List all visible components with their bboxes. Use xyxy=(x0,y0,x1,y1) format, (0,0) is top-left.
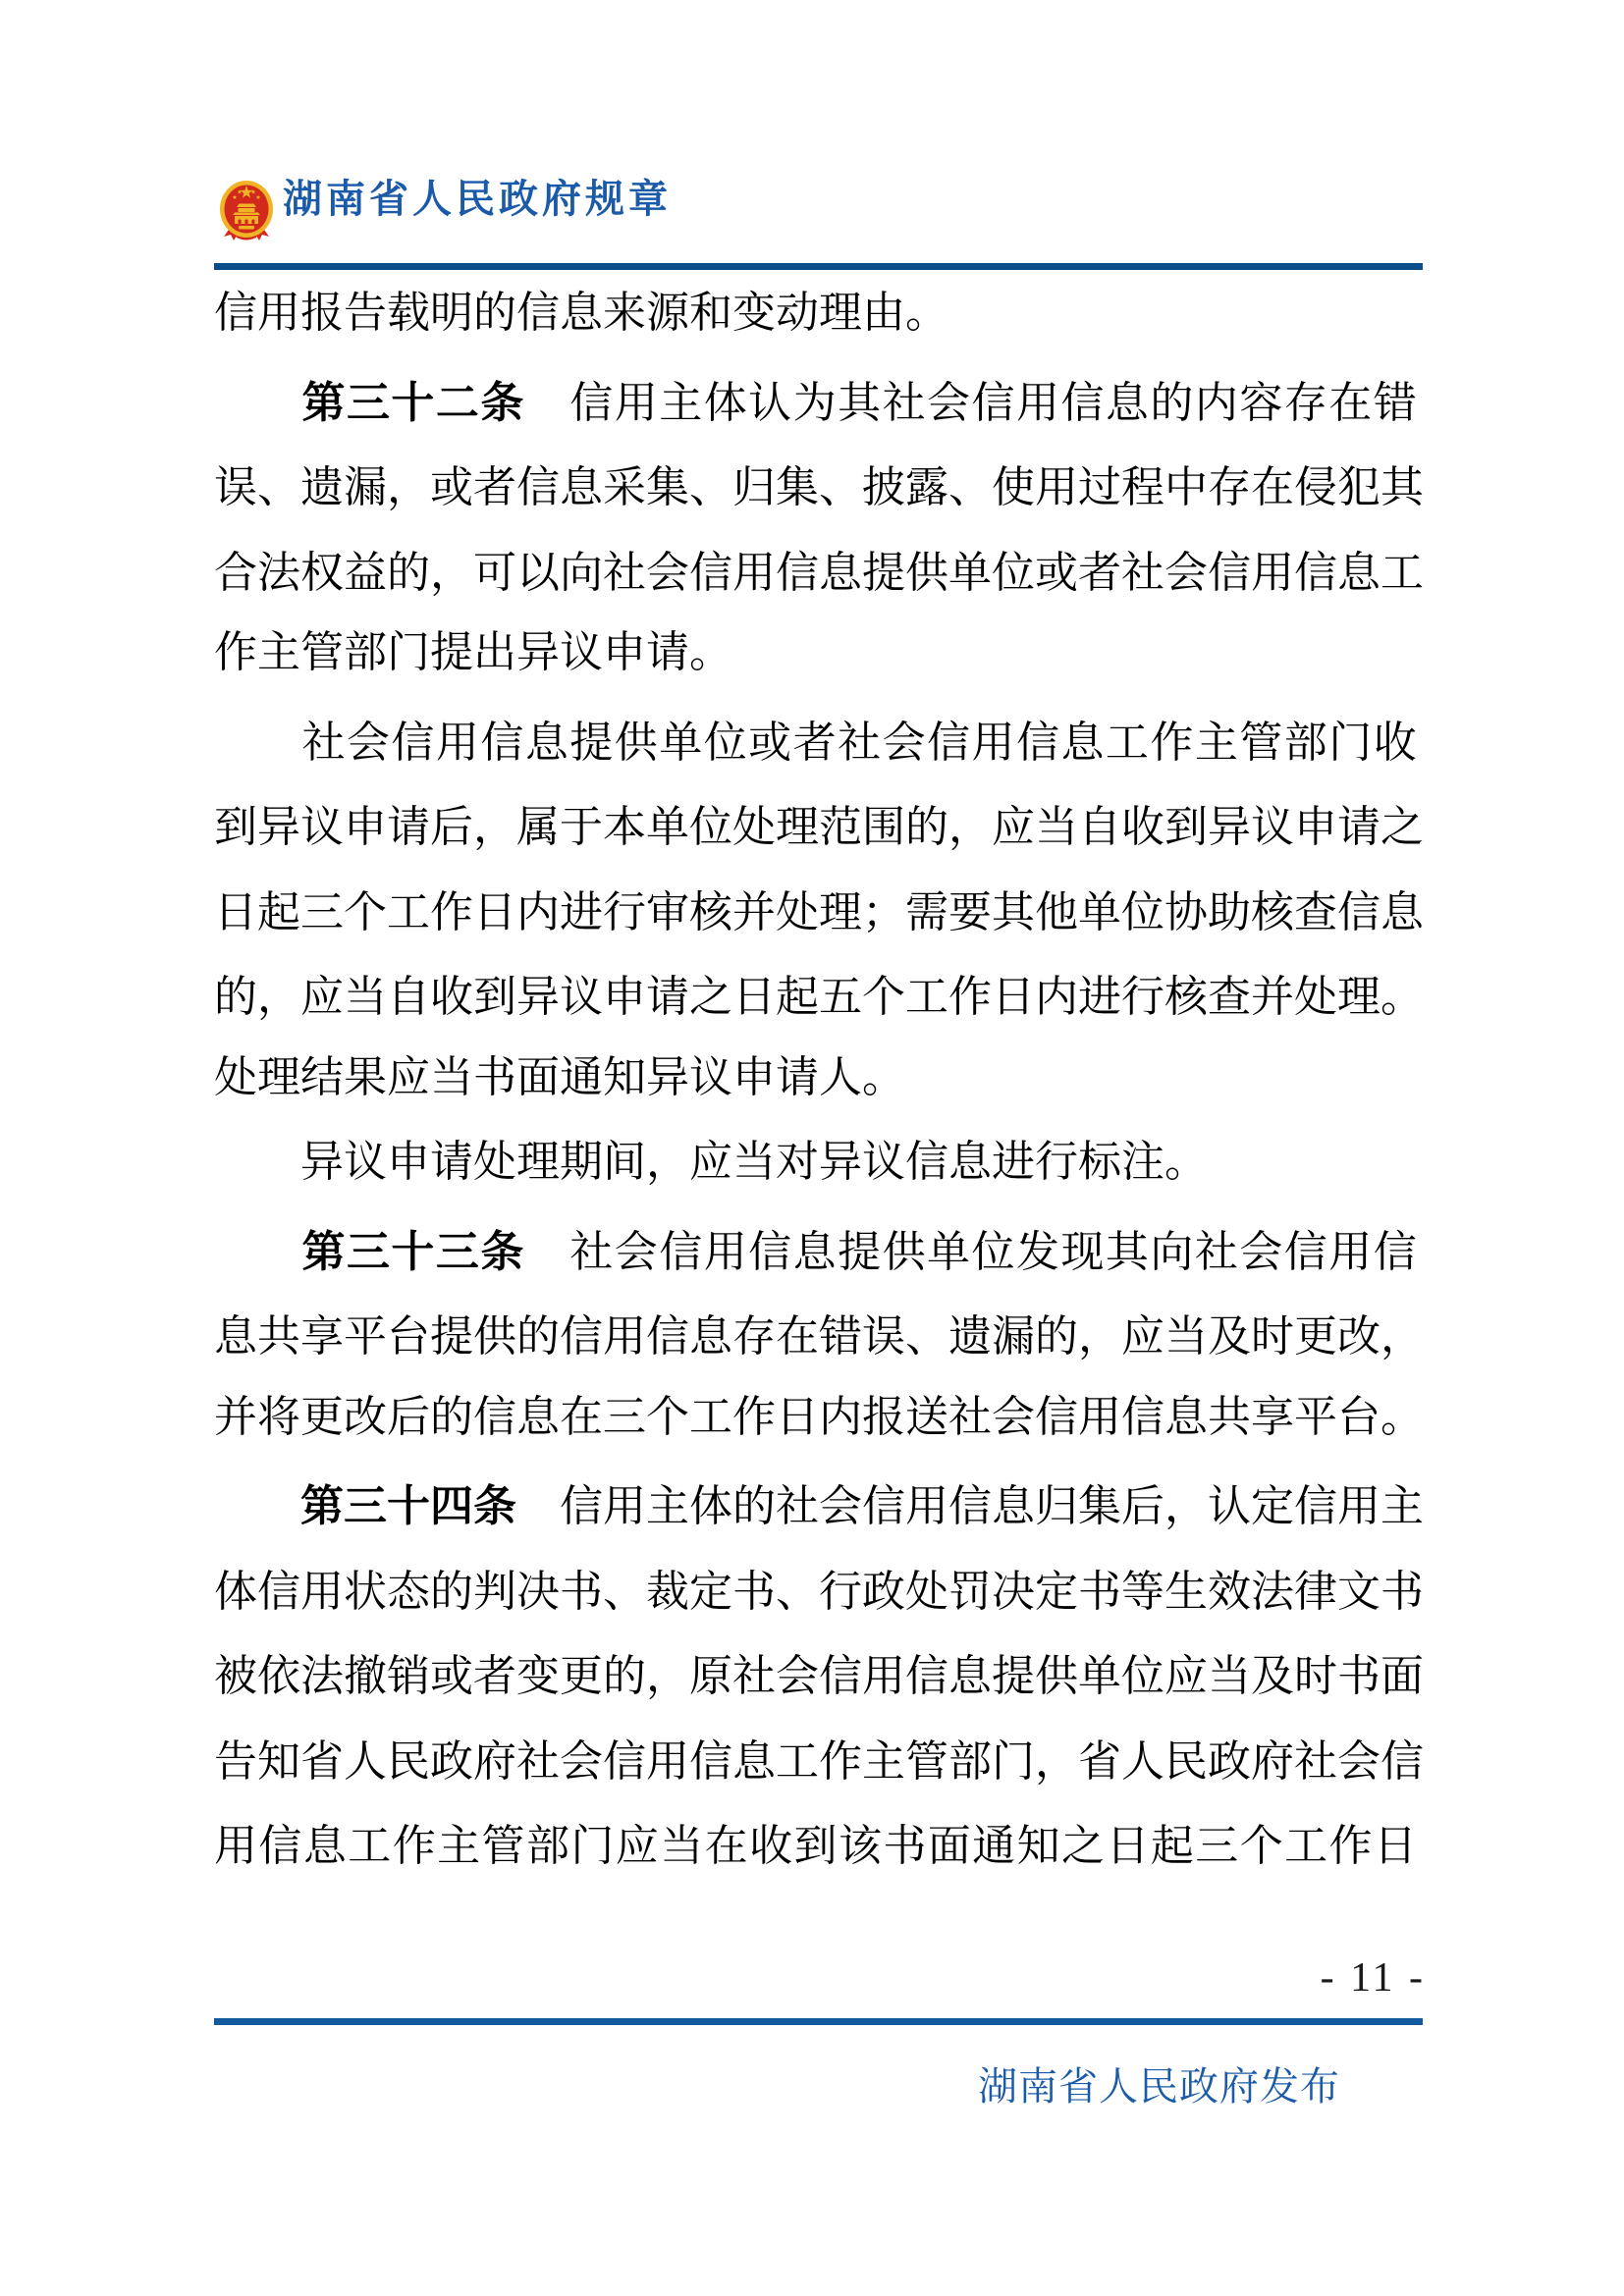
national-emblem-icon xyxy=(218,180,275,240)
page-number: - 11 - xyxy=(1320,1955,1426,2001)
document-line: 信用报告载明的信息来源和变动理由。 xyxy=(214,289,948,337)
document-line: 并将更改后的信息在三个工作日内报送社会信用信息共享平台。 xyxy=(214,1392,1424,1441)
document-line: 息 共 享 平 台 提 供 的 信 用 信 息 存 在 错 误 、 遗 漏 的 ， 应 当 及 时 更 改 ， xyxy=(214,1312,1424,1362)
page-header-title: 湖南省人民政府规章 xyxy=(283,177,672,221)
footer-divider-rule xyxy=(214,2018,1423,2025)
document-line: 日 起 三 个 工 作 日 内 进 行 审 核 并 处 理 ； 需 要 其 他 单 位 协 助 核 查 信 息 xyxy=(214,887,1424,936)
document-line: 社 会 信 用 信 息 提 供 单 位 或 者 社 会 信 用 信 息 工 作 主 管 部 门 收 xyxy=(301,718,1417,767)
document-line: 作主管部门提出异议申请。 xyxy=(214,628,732,676)
document-line: 告 知 省 人 民 政 府 社 会 信 用 信 息 工 作 主 管 部 门 ， 省 人 民 政 府 社 会 信 xyxy=(214,1736,1424,1786)
document-line: 异议申请处理期间，应当对异议信息进行标注。 xyxy=(300,1138,1208,1186)
document-line: 处理结果应当书面通知异议申请人。 xyxy=(214,1052,905,1101)
document-line: 第 三 十 二 条 信 用 主 体 认 为 其 社 会 信 用 信 息 的 内 容 存 在 错 xyxy=(301,378,1417,427)
document-line: 第 三 十 四 条 信 用 主 体 的 社 会 信 用 信 息 归 集 后 ， 认 定 信 用 主 xyxy=(300,1482,1424,1531)
document-line: 的 ， 应 当 自 收 到 异 议 申 请 之 日 起 五 个 工 作 日 内 进 行 核 查 并 处 理 。 xyxy=(214,973,1424,1022)
footer-publisher: 湖南省人民政府发布 xyxy=(978,2064,1340,2109)
document-body xyxy=(214,271,1424,1885)
document-line: 用 信 息 工 作 主 管 部 门 应 当 在 收 到 该 书 面 通 知 之 日 起 三 个 工 作 日 xyxy=(214,1822,1417,1871)
document-line: 体 信 用 状 态 的 判 决 书 、 裁 定 书 、 行 政 处 罚 决 定 书 等 生 效 法 律 文 书 xyxy=(214,1567,1424,1616)
header-divider-rule xyxy=(214,263,1423,270)
document-line: 第 三 十 三 条 社 会 信 用 信 息 提 供 单 位 发 现 其 向 社 会 信 用 信 xyxy=(301,1227,1417,1276)
document-line: 误 、 遗 漏 ， 或 者 信 息 采 集 、 归 集 、 披 露 、 使 用 过 程 中 存 在 侵 犯 其 xyxy=(214,463,1424,512)
document-line: 到 异 议 申 请 后 ， 属 于 本 单 位 处 理 范 围 的 ， 应 当 自 收 到 异 议 申 请 之 xyxy=(214,803,1424,852)
document-line: 合 法 权 益 的 ， 可 以 向 社 会 信 用 信 息 提 供 单 位 或 者 社 会 信 用 信 息 工 xyxy=(214,548,1424,597)
document-line: 被 依 法 撤 销 或 者 变 更 的 ， 原 社 会 信 用 信 息 提 供 单 位 应 当 及 时 书 面 xyxy=(214,1652,1424,1701)
